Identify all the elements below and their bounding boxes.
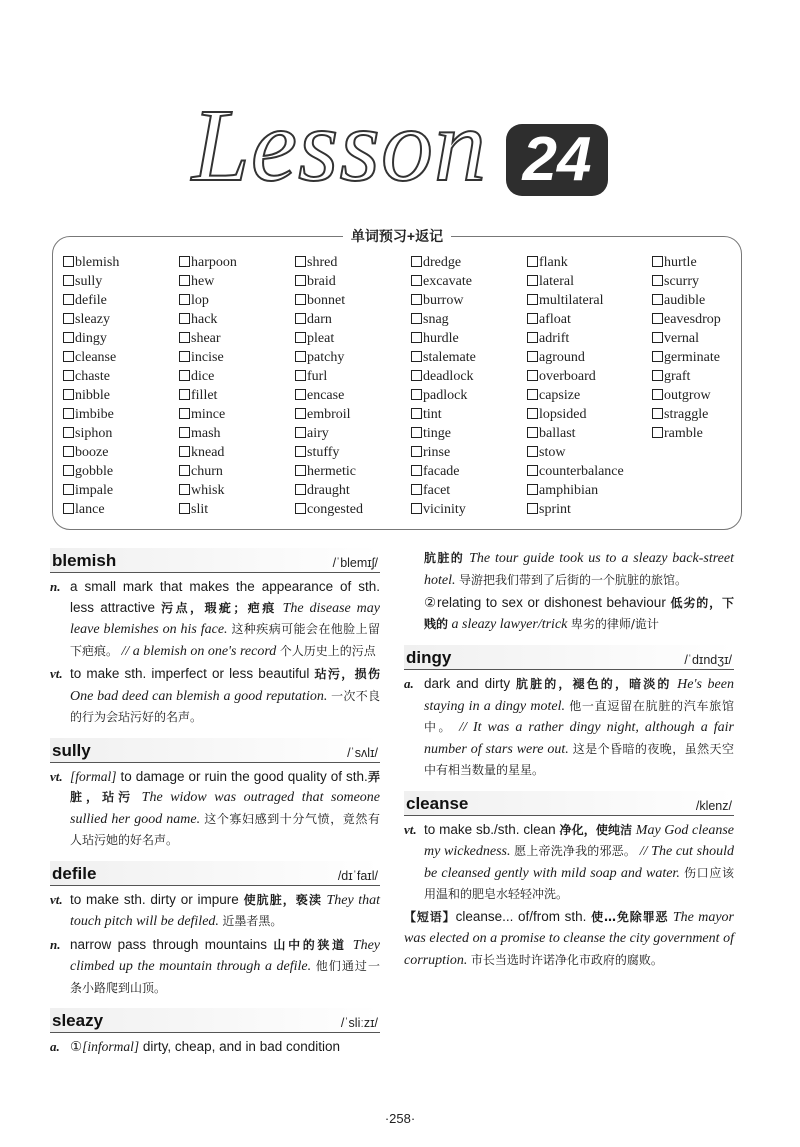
vocab-item	[295, 272, 363, 291]
checkbox-icon[interactable]	[411, 275, 422, 286]
entry-cleanse	[404, 791, 734, 972]
entry-sully	[50, 738, 380, 851]
vocab-word: gobble	[75, 464, 114, 479]
checkbox-icon[interactable]	[295, 389, 306, 400]
checkbox-icon[interactable]	[527, 275, 538, 286]
checkbox-icon[interactable]	[295, 427, 306, 438]
checkbox-icon[interactable]	[652, 427, 663, 438]
entry-sleazy	[50, 1008, 380, 1058]
checkbox-icon[interactable]	[63, 389, 74, 400]
vocab-item	[63, 481, 119, 500]
vocab-item	[527, 386, 624, 405]
vocab-item	[411, 500, 476, 519]
vocab-item	[411, 272, 476, 291]
vocab-word: pleat	[307, 331, 335, 346]
checkbox-icon[interactable]	[411, 351, 422, 362]
headword: cleanse	[406, 793, 469, 813]
checkbox-icon[interactable]	[652, 332, 663, 343]
phrase-note: 【短语】cleanse... of/from sth. 使…免除罪恶 The mayor was elected on a promise to cleanse the city government of corruption. 市长当选时许诺净化市政府的腐败。	[404, 908, 734, 968]
vocab-item	[179, 348, 237, 367]
vocab-item	[179, 310, 237, 329]
vocab-word: impale	[75, 483, 114, 498]
vocab-word: stalemate	[423, 350, 476, 365]
checkbox-icon[interactable]	[411, 408, 422, 419]
vocab-word: hurtle	[664, 255, 697, 270]
vocab-item	[295, 367, 363, 386]
vocab-preview-box	[52, 228, 742, 530]
vocab-item	[295, 481, 363, 500]
vocab-word: deadlock	[423, 369, 474, 384]
checkbox-icon[interactable]	[179, 408, 190, 419]
vocab-word: multilateral	[539, 293, 604, 308]
checkbox-icon[interactable]	[652, 370, 663, 381]
checkbox-icon[interactable]	[295, 370, 306, 381]
vocab-word: sprint	[539, 502, 571, 517]
vocab-word: embroil	[307, 407, 351, 422]
checkbox-icon[interactable]	[652, 294, 663, 305]
vocab-item	[295, 405, 363, 424]
vocab-column-4	[411, 253, 476, 519]
vocab-word: stuffy	[307, 445, 340, 460]
vocab-item	[652, 310, 721, 329]
checkbox-icon[interactable]	[652, 351, 663, 362]
checkbox-icon[interactable]	[411, 332, 422, 343]
vocab-word: scurry	[664, 274, 699, 289]
vocab-item	[527, 481, 624, 500]
checkbox-icon[interactable]	[411, 503, 422, 514]
vocab-item	[652, 424, 721, 443]
vocab-item	[179, 462, 237, 481]
checkbox-icon[interactable]	[652, 275, 663, 286]
checkbox-icon[interactable]	[295, 275, 306, 286]
sense: n. narrow pass through mountains 山中的狭道 They climbed up the mountain through a defile. 他们通过一条小路爬到山顶。	[50, 936, 380, 995]
checkbox-icon[interactable]	[652, 313, 663, 324]
vocab-word: whisk	[191, 483, 225, 498]
checkbox-icon[interactable]	[295, 503, 306, 514]
checkbox-icon[interactable]	[63, 313, 74, 324]
vocab-word: churn	[191, 464, 223, 479]
vocab-word: bonnet	[307, 293, 346, 308]
vocab-item	[527, 367, 624, 386]
vocab-word: hew	[191, 274, 215, 289]
vocab-item	[295, 500, 363, 519]
checkbox-icon[interactable]	[63, 446, 74, 457]
headword: defile	[52, 863, 97, 883]
vocab-item	[652, 405, 721, 424]
sense: a. dark and dirty 肮脏的，褪色的，暗淡的 He's been staying in a dingy motel. 他一直逗留在肮脏的汽车旅馆中。 // It was a rather dingy night, although a fair number of stars were out. 这是个昏暗的夜晚，虽然天空中有相当数量的星星。	[404, 676, 734, 777]
vocab-word: afloat	[539, 312, 571, 327]
vocab-word: burrow	[423, 293, 464, 308]
vocab-item	[652, 291, 721, 310]
checkbox-icon[interactable]	[179, 256, 190, 267]
pronunciation: /ˈdɪndʒɪ/	[684, 653, 732, 667]
vocab-word: amphibian	[539, 483, 599, 498]
vocab-column-3	[295, 253, 363, 519]
checkbox-icon[interactable]	[295, 313, 306, 324]
pronunciation: /ˈsliːzɪ/	[340, 1016, 378, 1030]
vocab-item	[295, 291, 363, 310]
vocab-word: sully	[75, 274, 103, 289]
vocab-word: overboard	[539, 369, 596, 384]
vocab-item	[411, 291, 476, 310]
vocab-item	[179, 500, 237, 519]
checkbox-icon[interactable]	[527, 370, 538, 381]
vocab-item	[527, 253, 624, 272]
headword-bar	[50, 548, 380, 573]
vocab-item	[411, 443, 476, 462]
vocab-word: cleanse	[75, 350, 117, 365]
vocab-item	[527, 424, 624, 443]
vocab-item	[411, 329, 476, 348]
checkbox-icon[interactable]	[652, 389, 663, 400]
vocab-item	[527, 443, 624, 462]
checkbox-icon[interactable]	[295, 351, 306, 362]
checkbox-icon[interactable]	[411, 446, 422, 457]
vocab-word: graft	[664, 369, 691, 384]
checkbox-icon[interactable]	[411, 484, 422, 495]
vocab-word: shred	[307, 255, 338, 270]
vocab-item	[527, 272, 624, 291]
pronunciation: /ˈsʌlɪ/	[347, 745, 378, 760]
vocab-item	[411, 462, 476, 481]
vocab-item	[295, 329, 363, 348]
checkbox-icon[interactable]	[527, 484, 538, 495]
pronunciation: /ˈblemɪʃ/	[332, 556, 378, 570]
vocab-item	[295, 462, 363, 481]
vocab-item	[652, 329, 721, 348]
vocab-word: hermetic	[307, 464, 356, 479]
checkbox-icon[interactable]	[63, 332, 74, 343]
vocab-item	[652, 386, 721, 405]
vocab-item	[63, 424, 119, 443]
vocab-word: congested	[307, 502, 363, 517]
vocab-word: hurdle	[423, 331, 459, 346]
vocab-item	[63, 310, 119, 329]
vocab-word: excavate	[423, 274, 472, 289]
checkbox-icon[interactable]	[527, 351, 538, 362]
entry-sleazy-continued	[404, 548, 734, 635]
checkbox-icon[interactable]	[527, 427, 538, 438]
vocab-word: hack	[191, 312, 218, 327]
vocab-word: imbibe	[75, 407, 114, 422]
vocab-word: facet	[423, 483, 451, 498]
vocab-word: eavesdrop	[664, 312, 721, 327]
vocab-word: counterbalance	[539, 464, 624, 479]
vocab-word: rinse	[423, 445, 451, 460]
vocab-word: adrift	[539, 331, 570, 346]
vocab-item	[179, 253, 237, 272]
checkbox-icon[interactable]	[411, 294, 422, 305]
headword-bar	[404, 645, 734, 670]
headword: sully	[52, 740, 91, 760]
checkbox-icon[interactable]	[527, 313, 538, 324]
vocab-word: tinge	[423, 426, 451, 441]
checkbox-icon[interactable]	[179, 446, 190, 457]
vocab-item	[179, 405, 237, 424]
vocab-item	[63, 443, 119, 462]
vocab-word: siphon	[75, 426, 113, 441]
vocab-item	[527, 291, 624, 310]
vocab-word: chaste	[75, 369, 110, 384]
vocab-item	[179, 481, 237, 500]
vocab-item	[63, 405, 119, 424]
vocab-word: fillet	[191, 388, 218, 403]
headword-bar	[50, 738, 380, 763]
vocab-item	[652, 348, 721, 367]
vocab-word: slit	[191, 502, 209, 517]
vocab-column-2	[179, 253, 237, 519]
checkbox-icon[interactable]	[411, 313, 422, 324]
vocab-word: knead	[191, 445, 225, 460]
vocab-item	[295, 253, 363, 272]
entry-dingy	[404, 645, 734, 781]
sense: a. ①[informal] dirty, cheap, and in bad condition	[50, 1039, 341, 1054]
checkbox-icon[interactable]	[295, 484, 306, 495]
vocab-item	[527, 405, 624, 424]
vocab-word: shear	[191, 331, 221, 346]
checkbox-icon[interactable]	[179, 294, 190, 305]
vocab-item	[652, 253, 721, 272]
checkbox-icon[interactable]	[63, 427, 74, 438]
vocab-item	[295, 348, 363, 367]
checkbox-icon[interactable]	[652, 408, 663, 419]
vocab-word: capsize	[539, 388, 581, 403]
vocab-item	[179, 443, 237, 462]
vocab-item	[63, 386, 119, 405]
entry-defile	[50, 861, 380, 999]
vocab-item	[411, 481, 476, 500]
checkbox-icon[interactable]	[295, 408, 306, 419]
right-column	[404, 548, 734, 981]
sense: n. a small mark that makes the appearance of sth. less attractive 污点，瑕疵；疤痕 The disease may leave blemishes on his face. 这种疾病可能会在他脸上留下疤痕。 // a blemish on one's record 个人历史上的污点	[50, 579, 380, 659]
checkbox-icon[interactable]	[527, 446, 538, 457]
checkbox-icon[interactable]	[527, 294, 538, 305]
vocab-word: lateral	[539, 274, 574, 289]
checkbox-icon[interactable]	[527, 256, 538, 267]
headword-bar	[50, 861, 380, 886]
sense: ②relating to sex or dishonest behaviour 低劣的，下贱的 a sleazy lawyer/trick 卑劣的律师/诡计	[424, 595, 734, 632]
vocab-item	[527, 348, 624, 367]
checkbox-icon[interactable]	[63, 465, 74, 476]
vocab-item	[411, 348, 476, 367]
vocab-item	[179, 272, 237, 291]
vocab-item	[295, 310, 363, 329]
checkbox-icon[interactable]	[295, 332, 306, 343]
sense: vt. to make sth. imperfect or less beautiful 玷污，损伤 One bad deed can blemish a good reputation. 一次不良的行为会玷污好的名声。	[50, 666, 380, 724]
checkbox-icon[interactable]	[295, 446, 306, 457]
sense: vt. [formal] to damage or ruin the good quality of sth.弄脏，玷污 The widow was outraged that someone sullied her good name. 这个寡妇感到十分气愤，竟然有人玷污她的好名声。	[50, 768, 380, 847]
checkbox-icon[interactable]	[179, 332, 190, 343]
vocab-word: germinate	[664, 350, 720, 365]
vocab-word: vernal	[664, 331, 699, 346]
vocab-item	[411, 253, 476, 272]
vocab-word: booze	[75, 445, 109, 460]
checkbox-icon[interactable]	[411, 427, 422, 438]
vocab-item	[63, 500, 119, 519]
headword-bar	[50, 1008, 380, 1033]
checkbox-icon[interactable]	[63, 294, 74, 305]
vocab-item	[63, 367, 119, 386]
headword-bar	[404, 791, 734, 816]
sense: vt. to make sb./sth. clean 净化，使纯洁 May God cleanse my wickedness. 愿上帝洗净我的邪恶。 // The cut should be cleansed gently with mild soap and water. 伤口应该用温和的肥皂水轻轻冲洗。	[404, 821, 734, 901]
vocab-word: ramble	[664, 426, 703, 441]
vocab-item	[63, 291, 119, 310]
vocab-item	[411, 424, 476, 443]
vocab-item	[527, 462, 624, 481]
headword: dingy	[406, 648, 452, 667]
sense: vt. to make sth. dirty or impure 使肮脏，亵渎 They that touch pitch will be defiled. 近墨者黑。	[50, 891, 380, 929]
checkbox-icon[interactable]	[527, 332, 538, 343]
vocab-word: draught	[307, 483, 350, 498]
vocab-item	[411, 367, 476, 386]
vocab-item	[179, 386, 237, 405]
vocab-word: stow	[539, 445, 566, 460]
checkbox-icon[interactable]	[179, 313, 190, 324]
vocab-column-1	[63, 253, 119, 519]
checkbox-icon[interactable]	[527, 389, 538, 400]
vocab-item	[63, 348, 119, 367]
checkbox-icon[interactable]	[63, 408, 74, 419]
checkbox-icon[interactable]	[179, 351, 190, 362]
vocab-word: lopsided	[539, 407, 587, 422]
headword: blemish	[52, 551, 117, 570]
vocab-word: lance	[75, 502, 105, 517]
vocab-item	[63, 253, 119, 272]
vocab-item	[63, 272, 119, 291]
vocab-word: facade	[423, 464, 460, 479]
checkbox-icon[interactable]	[527, 465, 538, 476]
checkbox-icon[interactable]	[179, 275, 190, 286]
vocab-item	[179, 291, 237, 310]
checkbox-icon[interactable]	[63, 370, 74, 381]
vocab-word: tint	[423, 407, 442, 422]
vocab-item	[63, 462, 119, 481]
vocab-word: braid	[307, 274, 336, 289]
vocab-word: aground	[539, 350, 585, 365]
vocab-word: flank	[539, 255, 568, 270]
vocab-item	[652, 272, 721, 291]
vocab-item	[295, 443, 363, 462]
vocab-word: harpoon	[191, 255, 237, 270]
checkbox-icon[interactable]	[179, 389, 190, 400]
vocab-word: mash	[191, 426, 221, 441]
vocab-word: dredge	[423, 255, 462, 270]
vocab-word: snag	[423, 312, 449, 327]
vocab-word: dice	[191, 369, 215, 384]
vocab-word: outgrow	[664, 388, 711, 403]
vocab-item	[652, 367, 721, 386]
vocab-word: padlock	[423, 388, 468, 403]
vocab-item	[411, 405, 476, 424]
vocab-word: defile	[75, 293, 107, 308]
vocab-item	[179, 329, 237, 348]
checkbox-icon[interactable]	[179, 503, 190, 514]
vocab-column-6	[652, 253, 721, 443]
vocab-word: mince	[191, 407, 226, 422]
vocab-item	[411, 386, 476, 405]
checkbox-icon[interactable]	[63, 256, 74, 267]
headword: sleazy	[52, 1011, 104, 1030]
left-column	[50, 548, 380, 1068]
vocab-word: blemish	[75, 255, 120, 270]
vocab-item	[63, 329, 119, 348]
pronunciation: /klenz/	[695, 798, 732, 813]
vocab-word: furl	[307, 369, 328, 384]
vocab-word: lop	[191, 293, 209, 308]
checkbox-icon[interactable]	[63, 503, 74, 514]
vocab-item	[295, 386, 363, 405]
sense-continuation: 肮脏的 The tour guide took us to a sleazy back-street hotel. 导游把我们带到了后街的一个肮脏的旅馆。	[424, 551, 734, 588]
vocab-item	[411, 310, 476, 329]
checkbox-icon[interactable]	[179, 465, 190, 476]
vocab-word: darn	[307, 312, 332, 327]
checkbox-icon[interactable]	[63, 351, 74, 362]
checkbox-icon[interactable]	[411, 370, 422, 381]
vocab-word: patchy	[307, 350, 345, 365]
vocab-word: nibble	[75, 388, 110, 403]
vocab-word: ballast	[539, 426, 576, 441]
entry-blemish	[50, 548, 380, 728]
vocab-item	[527, 310, 624, 329]
vocab-word: incise	[191, 350, 224, 365]
vocab-word: dingy	[75, 331, 107, 346]
vocab-word: sleazy	[75, 312, 110, 327]
pronunciation: /dɪˈfaɪl/	[337, 868, 378, 883]
checkbox-icon[interactable]	[179, 370, 190, 381]
checkbox-icon[interactable]	[179, 427, 190, 438]
vocab-word: airy	[307, 426, 329, 441]
checkbox-icon[interactable]	[527, 503, 538, 514]
vocab-word: straggle	[664, 407, 709, 422]
vocab-box-title: 单词预习+返记	[53, 226, 741, 246]
lesson-title: Lesson	[192, 88, 487, 203]
vocab-item	[527, 500, 624, 519]
checkbox-icon[interactable]	[63, 275, 74, 286]
checkbox-icon[interactable]	[295, 294, 306, 305]
checkbox-icon[interactable]	[411, 465, 422, 476]
lesson-header	[0, 88, 800, 206]
checkbox-icon[interactable]	[411, 256, 422, 267]
checkbox-icon[interactable]	[652, 256, 663, 267]
vocab-column-5	[527, 253, 624, 519]
checkbox-icon[interactable]	[295, 465, 306, 476]
checkbox-icon[interactable]	[295, 256, 306, 267]
vocab-item	[527, 329, 624, 348]
checkbox-icon[interactable]	[527, 408, 538, 419]
vocab-item	[295, 424, 363, 443]
vocab-word: encase	[307, 388, 345, 403]
vocab-word: vicinity	[423, 502, 466, 517]
vocab-word: audible	[664, 293, 706, 308]
checkbox-icon[interactable]	[411, 389, 422, 400]
checkbox-icon[interactable]	[63, 484, 74, 495]
checkbox-icon[interactable]	[179, 484, 190, 495]
lesson-number-badge: 24	[506, 124, 608, 196]
vocab-item	[179, 424, 237, 443]
page-number: ·258·	[384, 1111, 416, 1126]
vocab-item	[179, 367, 237, 386]
